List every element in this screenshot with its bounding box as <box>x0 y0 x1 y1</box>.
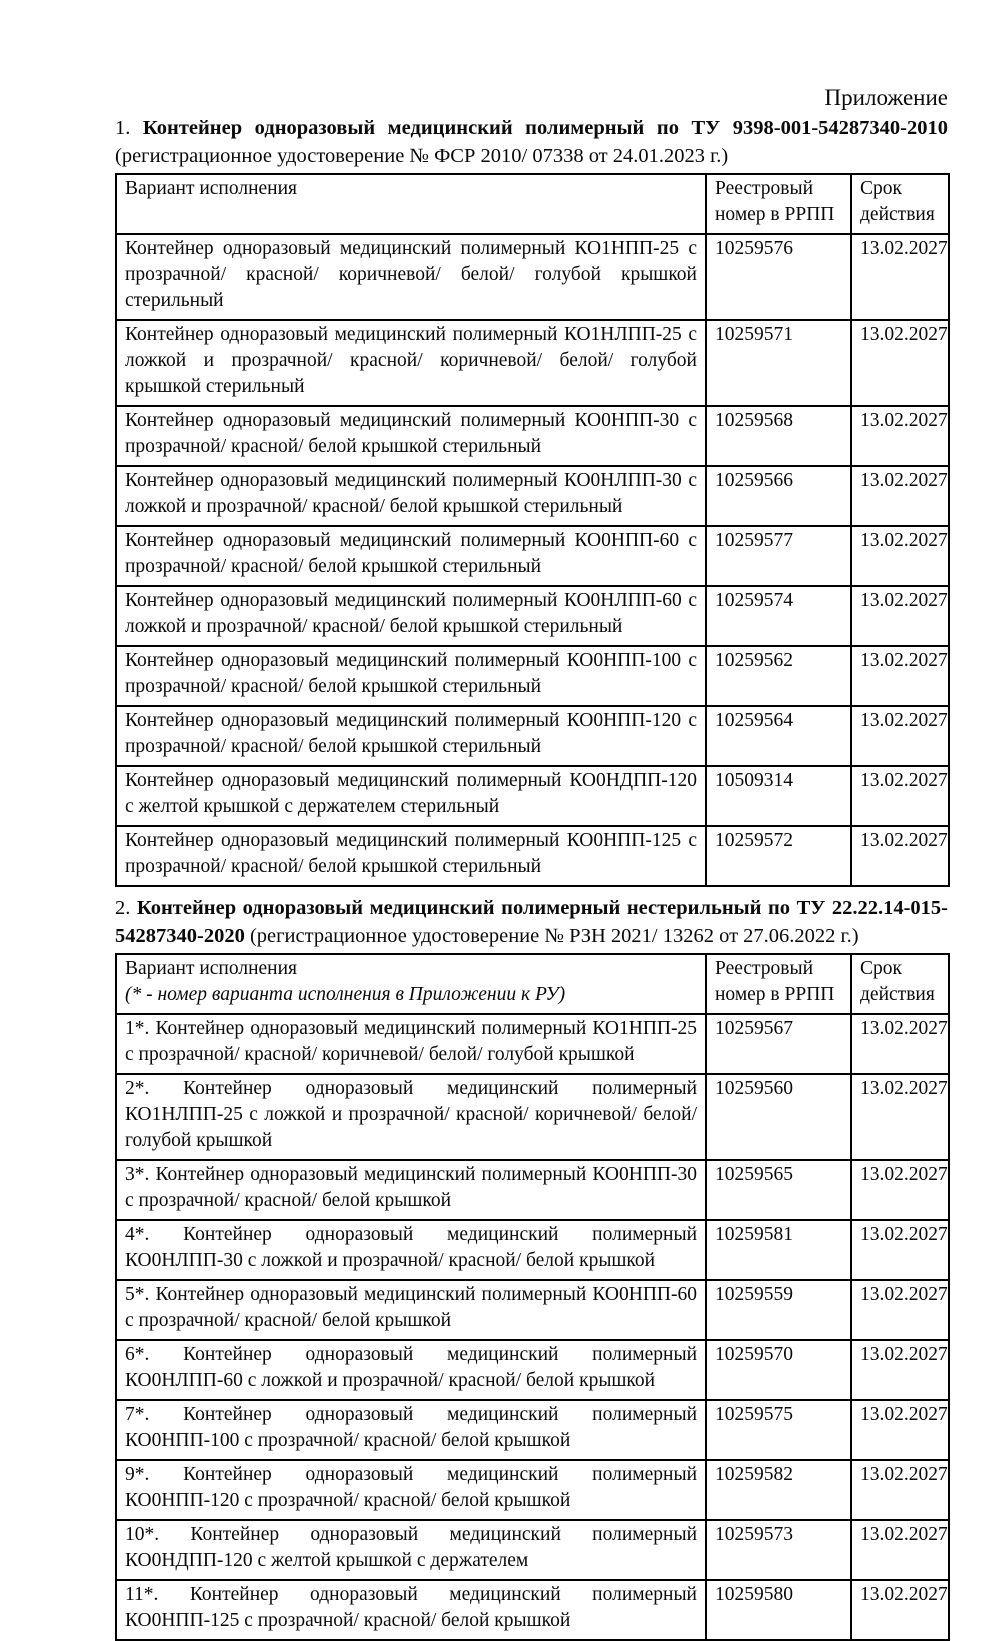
table-row <box>116 1280 949 1340</box>
registry-number-cell: 10259560 <box>706 1074 851 1160</box>
table-row <box>116 466 949 526</box>
table-sterile-containers <box>115 173 950 887</box>
section-1-title: Контейнер одноразовый медицинский полимерный по ТУ 9398-001-54287340-2010 <box>142 117 948 139</box>
header-variant-note: (* - номер варианта исполнения в Приложении к РУ) <box>125 984 566 1005</box>
section-2-title: Контейнер одноразовый медицинский полимерный нестерильный по ТУ 22.22.14-015-54287340-2020 <box>115 897 948 947</box>
validity-date-cell: 13.02.2027 <box>851 586 949 646</box>
variant-cell: Контейнер одноразовый медицинский полимерный КО0НДПП-120 с желтой крышкой с держателем стерильный <box>116 766 706 826</box>
registry-number-cell: 10259580 <box>706 1580 851 1640</box>
validity-date-cell: 13.02.2027 <box>851 766 949 826</box>
table-row <box>116 1074 949 1160</box>
table-row <box>116 1580 949 1640</box>
validity-date-cell: 13.02.2027 <box>851 1460 949 1520</box>
validity-date-cell: 13.02.2027 <box>851 1340 949 1400</box>
registry-number-cell: 10509314 <box>706 766 851 826</box>
table-row <box>116 1400 949 1460</box>
section-2-registration-info: (регистрационное удостоверение № РЗН 2021/ 13262 от 27.06.2022 г.) <box>249 925 859 947</box>
validity-date-cell: 13.02.2027 <box>851 1074 949 1160</box>
validity-date-cell: 13.02.2027 <box>851 1220 949 1280</box>
table-header-row <box>116 174 949 234</box>
variant-cell: 11*. Контейнер одноразовый медицинский полимерный КО0НПП-125 с прозрачной/ красной/ белой крышкой <box>116 1580 706 1640</box>
registry-number-cell: 10259572 <box>706 826 851 886</box>
variant-cell: Контейнер одноразовый медицинский полимерный КО0НПП-100 с прозрачной/ красной/ белой крышкой стерильный <box>116 646 706 706</box>
table-nonsterile-containers <box>115 953 950 1641</box>
registry-number-cell: 10259582 <box>706 1460 851 1520</box>
validity-date-cell: 13.02.2027 <box>851 826 949 886</box>
variant-cell: Контейнер одноразовый медицинский полимерный КО0НПП-60 с прозрачной/ красной/ белой крышкой стерильный <box>116 526 706 586</box>
table-row <box>116 234 949 320</box>
table-row <box>116 1220 949 1280</box>
table-row <box>116 766 949 826</box>
registry-number-cell: 10259576 <box>706 234 851 320</box>
header-registry-number: Реестровый номер в РРПП <box>706 954 851 1014</box>
document-content <box>115 84 948 1641</box>
section-2-number: 2. <box>115 897 131 919</box>
section-1-registration-info: (регистрационное удостоверение № ФСР 2010/ 07338 от 24.01.2023 г.) <box>115 145 729 167</box>
validity-date-cell: 13.02.2027 <box>851 406 949 466</box>
validity-date-cell: 13.02.2027 <box>851 320 949 406</box>
table-row <box>116 826 949 886</box>
registry-number-cell: 10259577 <box>706 526 851 586</box>
variant-cell: 7*. Контейнер одноразовый медицинский полимерный КО0НПП-100 с прозрачной/ красной/ белой крышкой <box>116 1400 706 1460</box>
validity-date-cell: 13.02.2027 <box>851 526 949 586</box>
validity-date-cell: 13.02.2027 <box>851 1160 949 1220</box>
table-row <box>116 1460 949 1520</box>
table-row <box>116 406 949 466</box>
table-row <box>116 1014 949 1074</box>
validity-date-cell: 13.02.2027 <box>851 234 949 320</box>
registry-number-cell: 10259574 <box>706 586 851 646</box>
header-validity: Срок действия <box>851 954 949 1014</box>
header-registry-number: Реестровый номер в РРПП <box>706 174 851 234</box>
table-row <box>116 526 949 586</box>
variant-cell: 9*. Контейнер одноразовый медицинский полимерный КО0НПП-120 с прозрачной/ красной/ белой крышкой <box>116 1460 706 1520</box>
header-variant <box>116 954 706 1014</box>
registry-number-cell: 10259565 <box>706 1160 851 1220</box>
table-row <box>116 1340 949 1400</box>
table-header-row <box>116 954 949 1014</box>
section-1-heading <box>115 114 948 170</box>
variant-cell: Контейнер одноразовый медицинский полимерный КО0НПП-125 с прозрачной/ красной/ белой крышкой стерильный <box>116 826 706 886</box>
table-row <box>116 706 949 766</box>
variant-cell: Контейнер одноразовый медицинский полимерный КО0НПП-30 с прозрачной/ красной/ белой крышкой стерильный <box>116 406 706 466</box>
registry-number-cell: 10259566 <box>706 466 851 526</box>
variant-cell: 5*. Контейнер одноразовый медицинский полимерный КО0НПП-60 с прозрачной/ красной/ белой крышкой <box>116 1280 706 1340</box>
variant-cell: 2*. Контейнер одноразовый медицинский полимерный КО1НЛПП-25 с ложкой и прозрачной/ красной/ коричневой/ белой/ голубой крышкой <box>116 1074 706 1160</box>
variant-cell: 10*. Контейнер одноразовый медицинский полимерный КО0НДПП-120 с желтой крышкой с держателем <box>116 1520 706 1580</box>
validity-date-cell: 13.02.2027 <box>851 646 949 706</box>
registry-number-cell: 10259559 <box>706 1280 851 1340</box>
registry-number-cell: 10259567 <box>706 1014 851 1074</box>
appendix-label: Приложение <box>824 85 948 110</box>
variant-cell: Контейнер одноразовый медицинский полимерный КО0НЛПП-60 с ложкой и прозрачной/ красной/ белой крышкой стерильный <box>116 586 706 646</box>
registry-number-cell: 10259564 <box>706 706 851 766</box>
registry-number-cell: 10259573 <box>706 1520 851 1580</box>
header-variant: Вариант исполнения <box>116 174 706 234</box>
variant-cell: 1*. Контейнер одноразовый медицинский полимерный КО1НПП-25 с прозрачной/ красной/ коричневой/ белой/ голубой крышкой <box>116 1014 706 1074</box>
registry-number-cell: 10259581 <box>706 1220 851 1280</box>
registry-number-cell: 10259575 <box>706 1400 851 1460</box>
validity-date-cell: 13.02.2027 <box>851 1520 949 1580</box>
header-validity: Срок действия <box>851 174 949 234</box>
variant-cell: 4*. Контейнер одноразовый медицинский полимерный КО0НЛПП-30 с ложкой и прозрачной/ красной/ белой крышкой <box>116 1220 706 1280</box>
table-row <box>116 586 949 646</box>
registry-number-cell: 10259562 <box>706 646 851 706</box>
validity-date-cell: 13.02.2027 <box>851 466 949 526</box>
validity-date-cell: 13.02.2027 <box>851 706 949 766</box>
validity-date-cell: 13.02.2027 <box>851 1014 949 1074</box>
variant-cell: Контейнер одноразовый медицинский полимерный КО0НПП-120 с прозрачной/ красной/ белой крышкой стерильный <box>116 706 706 766</box>
header-variant-label: Вариант исполнения <box>125 958 298 979</box>
table-row <box>116 320 949 406</box>
registry-number-cell: 10259570 <box>706 1340 851 1400</box>
validity-date-cell: 13.02.2027 <box>851 1580 949 1640</box>
section-1-number: 1. <box>115 117 131 139</box>
validity-date-cell: 13.02.2027 <box>851 1400 949 1460</box>
table-row <box>116 646 949 706</box>
registry-number-cell: 10259571 <box>706 320 851 406</box>
variant-cell: Контейнер одноразовый медицинский полимерный КО1НПП-25 с прозрачной/ красной/ коричневой/ белой/ голубой крышкой стерильный <box>116 234 706 320</box>
section-2-heading <box>115 894 948 950</box>
variant-cell: 3*. Контейнер одноразовый медицинский полимерный КО0НПП-30 с прозрачной/ красной/ белой крышкой <box>116 1160 706 1220</box>
variant-cell: Контейнер одноразовый медицинский полимерный КО0НЛПП-30 с ложкой и прозрачной/ красной/ белой крышкой стерильный <box>116 466 706 526</box>
registry-number-cell: 10259568 <box>706 406 851 466</box>
variant-cell: Контейнер одноразовый медицинский полимерный КО1НЛПП-25 с ложкой и прозрачной/ красной/ коричневой/ белой/ голубой крышкой стерильный <box>116 320 706 406</box>
validity-date-cell: 13.02.2027 <box>851 1280 949 1340</box>
table-row <box>116 1520 949 1580</box>
variant-cell: 6*. Контейнер одноразовый медицинский полимерный КО0НЛПП-60 с ложкой и прозрачной/ красной/ белой крышкой <box>116 1340 706 1400</box>
table-row <box>116 1160 949 1220</box>
